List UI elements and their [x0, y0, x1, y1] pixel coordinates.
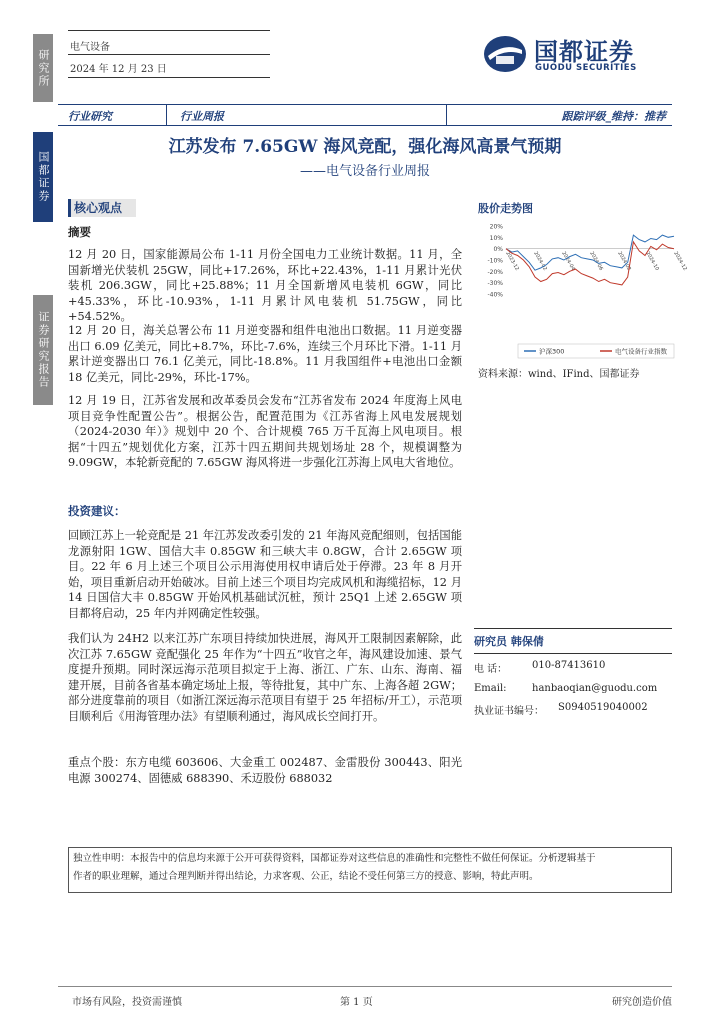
logo-cn: 国都证券	[534, 38, 634, 66]
x-tick-label: 2024-10	[644, 250, 660, 272]
y-tick-label: 0%	[493, 246, 503, 254]
page-subtitle: ——电气设备行业周报	[299, 164, 430, 179]
legend-label: 电气设备行业指数	[615, 347, 667, 356]
cert-label: 执业证书编号：	[474, 706, 544, 717]
series-line	[506, 242, 674, 285]
sidebar-tab-report: 证券研究报告	[33, 295, 53, 405]
phone-label: 电 话：	[474, 664, 508, 675]
y-tick-label: -20%	[487, 268, 503, 276]
nav-industry-research: 行业研究	[68, 110, 112, 123]
analyst-phone: 010-87413610	[532, 660, 606, 671]
y-tick-label: 10%	[489, 234, 503, 242]
sidebar-tab-company: 国都证券	[33, 132, 53, 222]
disclaimer-line-1: 独立性申明：本报告中的信息均来源于公开可获得资料，国都证券对这些信息的准确性和完整性不做任何保证。分析逻辑基于	[73, 853, 596, 864]
footer-page: 第 1 页	[340, 997, 373, 1008]
chart-source: 资料来源：wind、IFind、国都证券	[478, 369, 640, 380]
chart-title: 股价走势图	[478, 202, 533, 215]
legend-label: 沪深300	[539, 347, 565, 356]
paragraph-6: 重点个股：东方电缆 603606、大金重工 002487、金雷股份 300443、阳光电源 300274、固德威 688390、禾迈股份 688032	[68, 756, 462, 785]
independence-disclaimer	[68, 847, 672, 893]
nav-weekly: 行业周报	[180, 110, 224, 123]
x-tick-label: 2024-04	[560, 250, 576, 272]
disclaimer-line-2: 作者的职业理解，通过合理判断并得出结论，力求客观、公正，结论不受任何第三方的授意、影响，特此声明。	[73, 871, 539, 882]
footer-slogan: 研究创造价值	[612, 997, 672, 1008]
paragraph-4: 回顾江苏上一轮竞配是 21 年江苏发改委引发的 21 年海风竞配细则，包括国能龙源射阳 1GW、国信大丰 0.85GW 和三峡大丰 0.8GW，合计 2.65GW 项目。22 年 6 月上述三个项目公示用海使用权申请后处于停滞。23 年 8 月开始，项目重新启动开始破冰。目前上述三个项目均完成风机和海缆招标，12 月 14 日国信大丰 0.85GW 开始风机基础试沉桩，预计 25Q1 上述 2.65GW 项目都将启动，25 年内并网确定性较强。	[68, 529, 462, 620]
x-tick-label: 2024-06	[588, 250, 604, 272]
chart-section	[478, 200, 678, 216]
analyst-email[interactable]: hanbaoqian@guodu.com	[532, 683, 658, 694]
footer-risk: 市场有风险，投资需谨慎	[72, 997, 182, 1008]
x-tick-label: 2024-12	[672, 250, 688, 272]
stock-trend-chart	[478, 218, 688, 368]
y-tick-label: -10%	[487, 257, 503, 265]
logo-mark-icon	[482, 34, 528, 74]
nav-rating: 跟踪评级_维持：推荐	[561, 110, 666, 123]
x-tick-label: 2023-12	[504, 250, 520, 272]
company-logo	[482, 32, 682, 76]
header-date: 2024 年 12 月 23 日	[70, 64, 167, 75]
abstract-heading: 摘要	[68, 225, 91, 239]
paragraph-3: 12 月 19 日，江苏省发展和改革委员会发布“江苏省发布 2024 年度海上风电项目竞争性配置公告”。根据公告，配置范围为《江苏省海上风电发展规划（2024-2030 年）》规划中 20 个、合计规模 765 万千瓦海上风电项目。根据“十四五”规划优化方案，江苏十四五期间共规划场址 28 个，规模调整为 9.09GW，本轮新竞配的 7.65GW 海风将进一步强化江苏海上风电大省地位。	[68, 394, 462, 469]
paragraph-2: 12 月 20 日，海关总署公布 11 月逆变器和组件电池出口数据。11 月逆变器出口 6.09 亿美元，同比+8.7%，环比-7.6%，连续三个月环比下滑。1-11 月累计逆变器出口 76.1 亿美元，同比-18.8%。11 月我国组件+电池出口金额 18 亿美元，同比-29%，环比-17%。	[68, 324, 462, 384]
page-title: 江苏发布 7.65GW 海风竞配，强化海风高景气预期	[168, 137, 562, 157]
sidebar-tab-research: 研究所	[33, 34, 53, 102]
y-tick-label: -30%	[487, 280, 503, 288]
analyst-name: 研究员 韩保倩	[474, 635, 544, 648]
analyst-box	[474, 628, 672, 717]
invest-heading: 投资建议：	[68, 504, 126, 518]
y-tick-label: 20%	[489, 223, 503, 231]
core-view-heading: 核心观点	[68, 199, 136, 217]
logo-en: GUODU SECURITIES	[535, 63, 637, 73]
header-industry: 电气设备	[70, 42, 110, 53]
paragraph-1: 12 月 20 日，国家能源局公布 1-11 月份全国电力工业统计数据。11 月，全国新增光伏装机 25GW，同比+17.26%，环比+22.43%，1-11 月累计光伏装机 206.3GW，同比+25.88%；11 月全国新增风电装机 6GW，同比+45.33%，环比-10.93%，1-11 月累计风电装机 51.75GW，同比+54.52%。	[68, 248, 462, 323]
x-tick-label: 2024-02	[532, 250, 548, 272]
paragraph-5: 我们认为 24H2 以来江苏广东项目持续加快进展，海风开工限制因素解除，此次江苏 7.65GW 竞配强化 25 年作为“十四五”收官之年，海风建设加速、景气度提升预期。同时深远海示范项目拟定于上海、浙江、广东、山东、海南、福建开展，目前各省基本确定场址上报，等待批复，其中广东、上海各超 2GW；部分进度靠前的项目（如浙江深远海示范项目有望于 25 年招标/开工），示范项目顺利后《用海管理办法》有望顺利通过，海风成长空间打开。	[68, 632, 462, 723]
email-label: Email:	[474, 683, 507, 694]
report-type-bar	[58, 104, 672, 126]
x-tick-label: 2024-08	[616, 250, 632, 272]
y-tick-label: -40%	[487, 291, 503, 299]
analyst-cert: S0940519040002	[558, 702, 648, 713]
